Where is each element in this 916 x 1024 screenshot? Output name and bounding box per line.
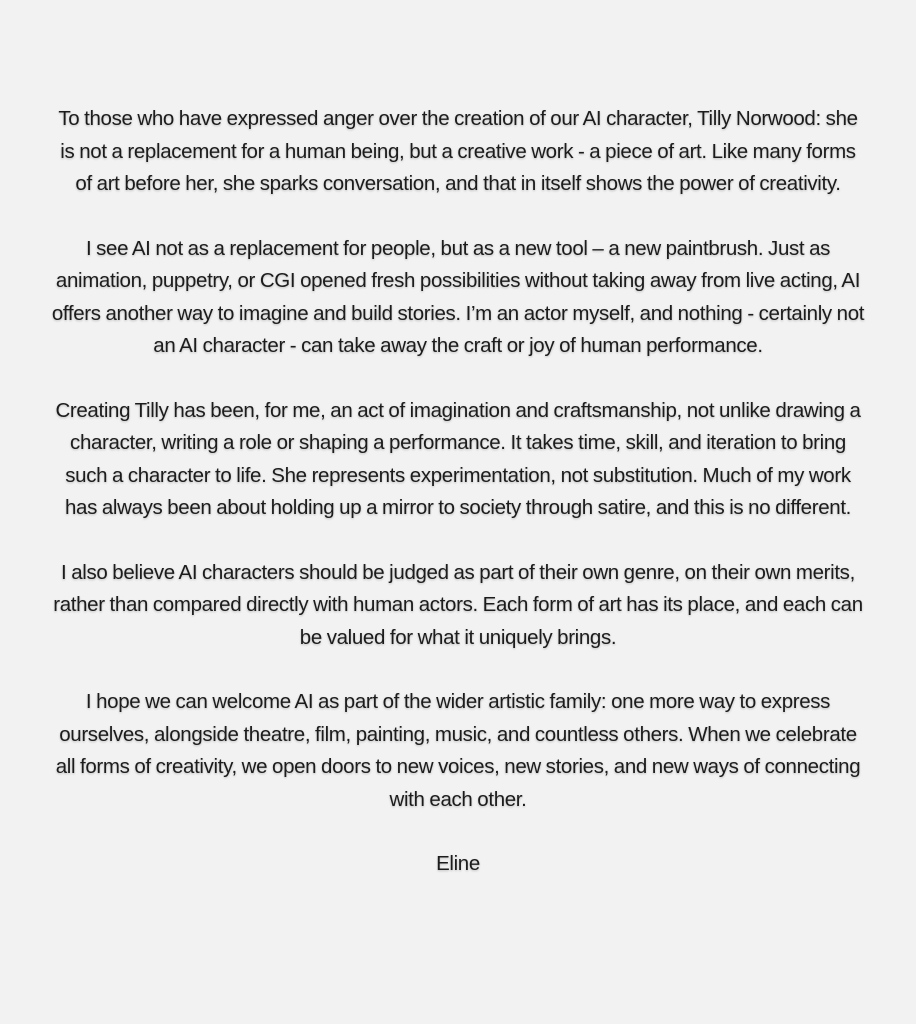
paragraph-1: To those who have expressed anger over the creation of our AI character, Tilly Norwood: she is not a replacement for a human being, but a creative work - a piece of art. Like many forms of art before her, she sparks conversation, and that in itself shows the power of creativity.: [58, 107, 858, 195]
paragraph-4: I also believe AI characters should be judged as part of their own genre, on their own merits, rather than compared directly with human actors. Each form of art has its place, and each can be valued for what it uniquely brings.: [53, 560, 863, 649]
paragraph-5: I hope we can welcome AI as part of the wider artistic family: one more way to express ourselves, alongside theatre, film, painting, music, and countless others. When we celebrate all forms of creativity, we open doors to new voices, new stories, and new ways of connecting with each other.: [55, 690, 861, 811]
signature: Eline: [436, 852, 480, 875]
statement-letter: [50, 103, 866, 881]
paragraph-2: I see AI not as a replacement for people, but as a new tool – a new paintbrush. Just as animation, puppetry, or CGI opened fresh possibilities without taking away from live acting, AI offers another way to imagine and build stories. I’m an actor myself, and nothing - certainly not an AI character - can take away the craft or joy of human performance.: [51, 236, 865, 357]
paragraph-3: Creating Tilly has been, for me, an act of imagination and craftsmanship, not unlike drawing a character, writing a role or shaping a performance. It takes time, skill, and iteration to bring such a character to life. She represents experimentation, not substitution. Much of my work has always been about holding up a mirror to society through satire, and this is no different.: [55, 398, 861, 519]
